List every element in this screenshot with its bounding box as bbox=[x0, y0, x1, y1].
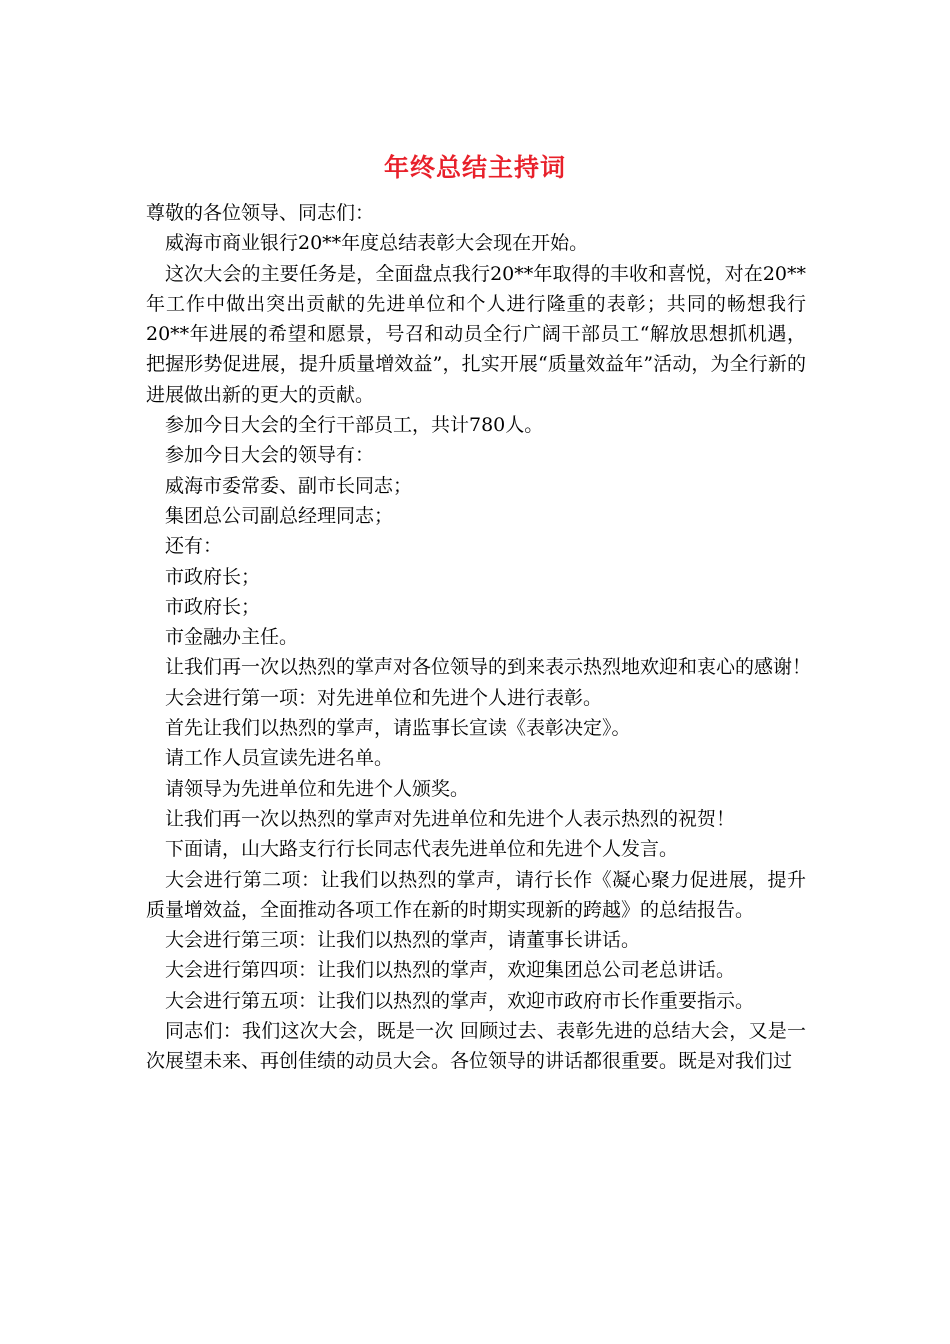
document-title: 年终总结主持词 bbox=[383, 153, 566, 182]
greeting: 尊敬的各位领导、同志们： bbox=[146, 202, 375, 224]
paragraph: 首先让我们以热烈的掌声，请监事长宣读《表彰决定》。 bbox=[165, 717, 631, 740]
paragraph: 参加今日大会的领导有： bbox=[165, 444, 375, 467]
paragraph: 市政府长； bbox=[165, 595, 261, 618]
paragraph: 集团总公司副总经理同志； bbox=[165, 504, 394, 527]
paragraph: 参加今日大会的全行干部员工，共计780人。 bbox=[165, 414, 544, 437]
paragraph: 威海市商业银行20**年度总结表彰大会现在开始。 bbox=[165, 232, 589, 255]
paragraph: 请领导为先进单位和先进个人颁奖。 bbox=[165, 777, 470, 800]
paragraph: 下面请，山大路支行行长同志代表先进单位和先进个人发言。 bbox=[165, 838, 679, 861]
paragraph: 大会进行第五项：让我们以热烈的掌声，欢迎市政府市长作重要指示。 bbox=[165, 989, 755, 1012]
paragraph: 请工作人员宣读先进名单。 bbox=[165, 747, 394, 770]
paragraph: 让我们再一次以热烈的掌声对先进单位和先进个人表示热烈的祝贺！ bbox=[165, 807, 736, 830]
paragraph: 市金融办主任。 bbox=[165, 626, 299, 649]
paragraph: 大会进行第四项：让我们以热烈的掌声，欢迎集团总公司老总讲话。 bbox=[165, 959, 736, 982]
document-body bbox=[146, 198, 812, 1077]
paragraph: 大会进行第一项：对先进单位和先进个人进行表彰。 bbox=[165, 686, 603, 709]
paragraph: 威海市委常委、副市长同志； bbox=[165, 474, 413, 497]
paragraph: 大会进行第三项：让我们以热烈的掌声，请董事长讲话。 bbox=[165, 929, 641, 952]
paragraph: 市政府长； bbox=[165, 565, 261, 588]
paragraph: 同志们：我们这次大会，既是一次 回顾过去、表彰先进的总结大会，又是一次展望未来、再创佳绩的动员大会。各位领导的讲话都很重要。既是对我们过 bbox=[146, 1020, 806, 1073]
paragraph: 这次大会的主要任务是，全面盘点我行20**年取得的丰收和喜悦，对在20**年工作中做出突出贡献的先进单位和个人进行隆重的表彰；共同的畅想我行20**年进展的希望和愿景，号召和动员全行广阔干部员工“解放思想抓机遇，把握形势促进展，提升质量增效益”，扎实开展“质量效益年”活动，为全行新的进展做出新的更大的贡献。 bbox=[146, 262, 806, 406]
paragraph: 让我们再一次以热烈的掌声对各位领导的到来表示热烈地欢迎和衷心的感谢！ bbox=[165, 656, 812, 679]
paragraph: 还有： bbox=[165, 535, 223, 558]
paragraph: 大会进行第二项：让我们以热烈的掌声，请行长作《凝心聚力促进展，提升质量增效益，全面推动各项工作在新的时期实现新的跨越》的总结报告。 bbox=[146, 868, 806, 921]
